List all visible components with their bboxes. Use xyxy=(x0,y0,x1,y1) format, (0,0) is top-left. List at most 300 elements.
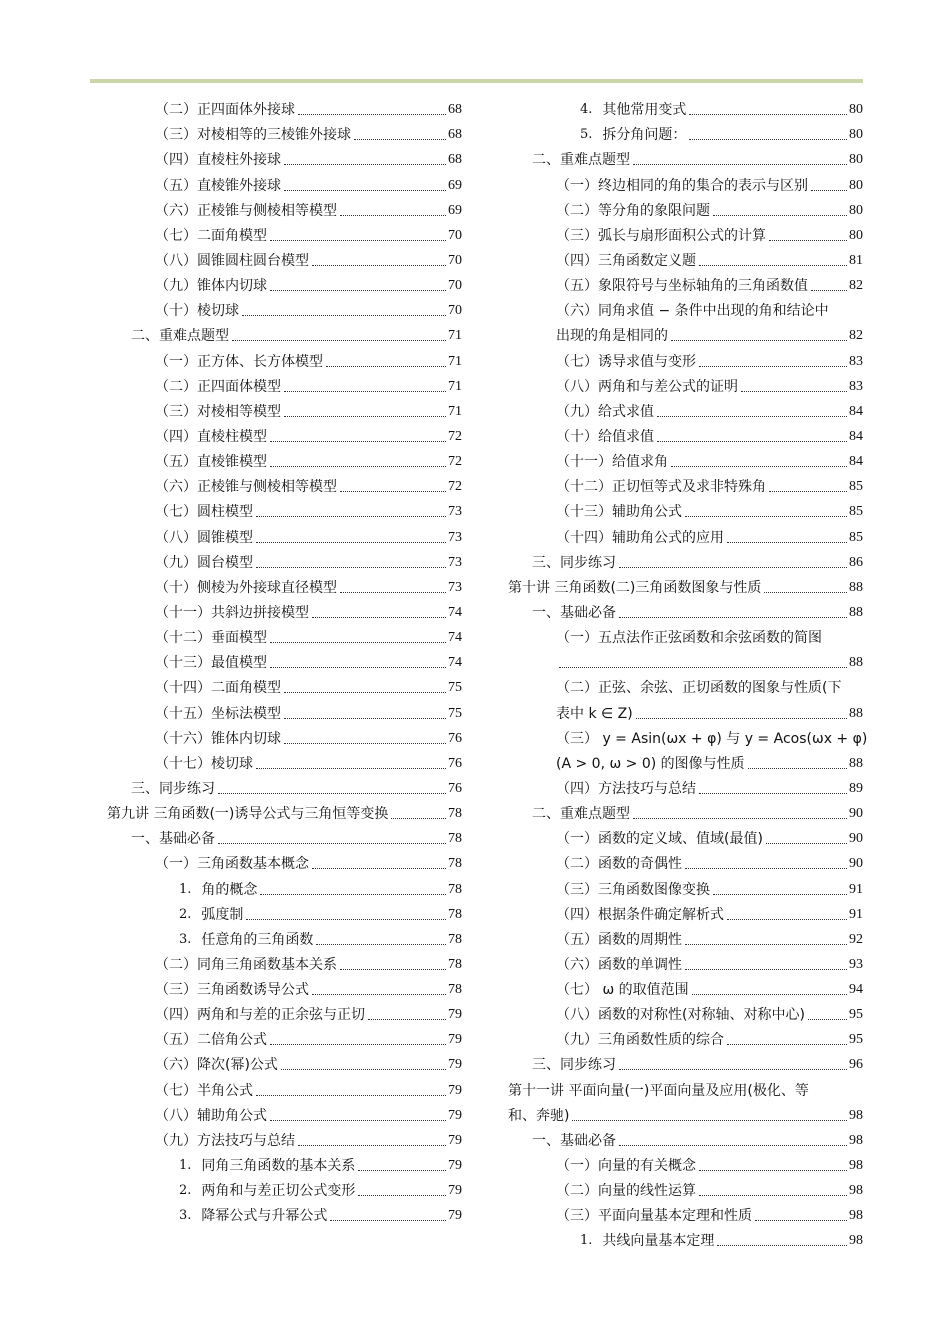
toc-entry[interactable] xyxy=(508,823,863,848)
toc-entry[interactable] xyxy=(107,1024,462,1049)
toc-entry[interactable] xyxy=(508,873,863,898)
toc-entry[interactable] xyxy=(107,949,462,974)
toc-entry-title: （十三）辅助角公式 xyxy=(556,504,682,521)
toc-entry[interactable] xyxy=(107,723,462,748)
toc-entry-page: 98 xyxy=(849,1208,863,1224)
toc-entry-page: 73 xyxy=(448,554,462,570)
toc-entry[interactable] xyxy=(508,119,863,144)
toc-entry-page: 88 xyxy=(849,604,863,620)
dot-leader xyxy=(270,1120,446,1121)
toc-entry-page: 98 xyxy=(849,1158,863,1174)
toc-entry-page: 88 xyxy=(849,705,863,721)
toc-entry-title: （九）锥体内切球 xyxy=(155,278,267,295)
toc-entry[interactable] xyxy=(508,672,863,697)
toc-entry-title: （四）两角和与差的正余弦与正切 xyxy=(155,1007,365,1024)
toc-entry[interactable] xyxy=(107,1074,462,1099)
toc-entry-number: 2. xyxy=(179,1183,192,1199)
toc-entry[interactable] xyxy=(107,1125,462,1150)
toc-entry-title: 出现的角是相同的 xyxy=(556,328,668,345)
toc-entry-title: （二）正弦、余弦、正切函数的图象与性质(下 xyxy=(556,680,842,697)
toc-entry[interactable] xyxy=(508,320,863,345)
toc-entry[interactable] xyxy=(508,547,863,572)
dot-leader xyxy=(340,969,446,970)
toc-entry[interactable] xyxy=(508,1074,863,1099)
toc-entry-title: 三、同步练习 xyxy=(532,554,616,571)
toc-entry[interactable] xyxy=(508,773,863,798)
toc-entry-title: （七）诱导求值与变形 xyxy=(556,353,696,370)
toc-entry-title: 弧度制 xyxy=(201,906,244,923)
toc-entry-page: 72 xyxy=(448,479,462,495)
dot-leader xyxy=(270,642,446,643)
toc-entry[interactable] xyxy=(107,798,462,823)
toc-entry-title: 二、重难点题型 xyxy=(532,806,630,823)
toc-entry-title: （六）正棱锥与侧棱相等模型 xyxy=(155,479,337,496)
toc-entry[interactable] xyxy=(508,421,863,446)
toc-entry-title: （九）方法技巧与总结 xyxy=(155,1132,295,1149)
dot-leader xyxy=(368,1019,446,1020)
toc-entry[interactable] xyxy=(508,1225,863,1250)
toc-entry-title: （九）圆台模型 xyxy=(155,554,253,571)
toc-entry-page: 80 xyxy=(849,152,863,168)
dot-leader xyxy=(685,868,847,869)
toc-entry[interactable] xyxy=(508,1100,863,1125)
toc-entry-page: 94 xyxy=(849,982,863,998)
toc-column-right xyxy=(508,94,868,1250)
toc-entry[interactable] xyxy=(508,94,863,119)
toc-entry-title: （三）三角函数诱导公式 xyxy=(155,982,309,999)
toc-entry-page: 83 xyxy=(849,378,863,394)
toc-entry-page: 69 xyxy=(448,202,462,218)
toc-entry[interactable] xyxy=(508,1125,863,1150)
toc-entry-page: 74 xyxy=(448,630,462,646)
dot-leader xyxy=(270,240,446,241)
toc-entry-title: （十七）棱切球 xyxy=(155,755,253,772)
toc-entry-page: 71 xyxy=(448,328,462,344)
toc-entry-title: （十四）二面角模型 xyxy=(155,680,281,697)
toc-entry[interactable] xyxy=(508,999,863,1024)
header-rule xyxy=(90,79,863,83)
toc-entry-page: 88 xyxy=(849,755,863,771)
toc-entry[interactable] xyxy=(508,144,863,169)
toc-entry[interactable] xyxy=(107,396,462,421)
dot-leader xyxy=(312,994,446,995)
toc-entry-title: （二）等分角的象限问题 xyxy=(556,202,710,219)
toc-entry-title: 第十一讲 平面向量(一)平面向量及应用(极化、等 xyxy=(508,1082,809,1099)
toc-entry-title: 降幂公式与升幂公式 xyxy=(201,1208,328,1225)
toc-entry-title: （十二）正切恒等式及求非特殊角 xyxy=(556,479,766,496)
dot-leader xyxy=(811,290,847,291)
dot-leader xyxy=(633,164,847,165)
dot-leader xyxy=(298,114,446,115)
dot-leader xyxy=(808,1019,847,1020)
toc-entry-page: 73 xyxy=(448,529,462,545)
dot-leader xyxy=(713,215,847,216)
toc-entry-title: 其他常用变式 xyxy=(602,102,687,119)
toc-entry[interactable] xyxy=(107,345,462,370)
toc-entry-title: 二、重难点题型 xyxy=(532,152,630,169)
dot-leader xyxy=(699,366,847,367)
dot-leader xyxy=(727,1044,847,1045)
toc-entry-page: 78 xyxy=(448,906,462,922)
toc-entry[interactable] xyxy=(508,572,863,597)
toc-entry-page: 91 xyxy=(849,906,863,922)
toc-entry-number: 5. xyxy=(580,127,593,143)
dot-leader xyxy=(312,617,446,618)
dot-leader xyxy=(689,114,847,115)
dot-leader xyxy=(312,265,446,266)
toc-entry[interactable] xyxy=(508,1024,863,1049)
toc-entry-title: （六）降次(幂)公式 xyxy=(155,1057,278,1074)
dot-leader xyxy=(284,416,446,417)
toc-entry-page: 79 xyxy=(448,1082,462,1098)
toc-entry[interactable] xyxy=(107,195,462,220)
toc-entry[interactable] xyxy=(107,220,462,245)
toc-entry-title: （七）圆柱模型 xyxy=(155,504,253,521)
toc-entry[interactable] xyxy=(508,1200,863,1225)
toc-entry-page: 95 xyxy=(849,1007,863,1023)
toc-entry[interactable] xyxy=(107,320,462,345)
toc-entry-title: （三）对棱相等的三棱锥外接球 xyxy=(155,127,351,144)
toc-entry[interactable] xyxy=(107,371,462,396)
toc-entry-page: 90 xyxy=(849,856,863,872)
toc-entry-title: （二）向量的线性运算 xyxy=(556,1183,696,1200)
toc-entry-page: 93 xyxy=(849,956,863,972)
toc-entry-page: 78 xyxy=(448,956,462,972)
toc-entry[interactable] xyxy=(508,1175,863,1200)
toc-entry[interactable] xyxy=(107,748,462,773)
toc-entry-title: 两角和与差正切公式变形 xyxy=(201,1183,356,1200)
toc-entry-page: 76 xyxy=(448,780,462,796)
toc-entry-title: （五）直棱锥外接球 xyxy=(155,177,281,194)
toc-entry[interactable] xyxy=(107,94,462,119)
toc-entry-page: 79 xyxy=(448,1208,462,1224)
dot-leader xyxy=(270,667,446,668)
toc-entry[interactable] xyxy=(508,622,863,647)
toc-entry-page: 84 xyxy=(849,403,863,419)
toc-entry-page: 89 xyxy=(849,780,863,796)
dot-leader xyxy=(727,919,847,920)
toc-entry[interactable] xyxy=(508,220,863,245)
toc-entry-title: （八）函数的对称性(对称轴、对称中心) xyxy=(556,1007,805,1024)
toc-entry-title: （六）同角求值 − 条件中出现的角和结论中 xyxy=(556,303,829,320)
dot-leader xyxy=(218,793,446,794)
toc-entry-page: 80 xyxy=(849,227,863,243)
toc-entry-number: 1. xyxy=(179,1158,192,1174)
toc-entry-page: 72 xyxy=(448,428,462,444)
toc-entry-title: 三、同步练习 xyxy=(532,1057,616,1074)
toc-entry[interactable] xyxy=(508,848,863,873)
toc-entry-page: 78 xyxy=(448,881,462,897)
dot-leader xyxy=(270,290,446,291)
toc-entry-title: （三）对棱相等模型 xyxy=(155,403,281,420)
toc-entry-title: （三） y = Asin(ωx + φ) 与 y = Acos(ωx + φ) xyxy=(556,730,868,747)
dot-leader xyxy=(391,818,446,819)
toc-entry[interactable] xyxy=(508,748,863,773)
toc-entry[interactable] xyxy=(508,899,863,924)
dot-leader xyxy=(256,542,446,543)
toc-entry-title: （二）正四面体模型 xyxy=(155,378,281,395)
dot-leader xyxy=(685,516,847,517)
toc-entry-title: （三）三角函数图像变换 xyxy=(556,881,710,898)
toc-entry[interactable] xyxy=(508,295,863,320)
dot-leader xyxy=(354,139,446,140)
dot-leader xyxy=(330,1220,446,1221)
toc-entry-page: 88 xyxy=(849,579,863,595)
toc-entry[interactable] xyxy=(508,471,863,496)
toc-entry[interactable] xyxy=(508,924,863,949)
toc-entry[interactable] xyxy=(107,823,462,848)
toc-entry[interactable] xyxy=(107,999,462,1024)
dot-leader xyxy=(699,265,847,266)
dot-leader xyxy=(312,868,446,869)
toc-entry-page: 72 xyxy=(448,454,462,470)
toc-entry-title: 三、同步练习 xyxy=(131,780,215,797)
toc-entry-page: 79 xyxy=(448,1032,462,1048)
toc-entry[interactable] xyxy=(107,446,462,471)
toc-entry[interactable] xyxy=(508,1049,863,1074)
toc-entry-title: （三）弧长与扇形面积公式的计算 xyxy=(556,227,766,244)
toc-entry-title: （五）二倍角公式 xyxy=(155,1032,267,1049)
toc-entry-title: （五）象限符号与坐标轴角的三角函数值 xyxy=(556,278,808,295)
toc-entry[interactable] xyxy=(107,1175,462,1200)
toc-entry[interactable] xyxy=(508,371,863,396)
toc-entry-title: 第十讲 三角函数(二)三角函数图象与性质 xyxy=(508,579,762,596)
toc-entry[interactable] xyxy=(107,697,462,722)
toc-entry[interactable] xyxy=(107,521,462,546)
toc-entry[interactable] xyxy=(508,396,863,421)
dot-leader xyxy=(619,1145,847,1146)
dot-leader xyxy=(692,994,847,995)
toc-entry-title: 角的概念 xyxy=(201,881,258,898)
toc-entry[interactable] xyxy=(508,195,863,220)
toc-entry[interactable] xyxy=(107,974,462,999)
toc-entry[interactable] xyxy=(508,798,863,823)
dot-leader xyxy=(326,366,446,367)
dot-leader xyxy=(636,718,847,719)
toc-entry-page: 78 xyxy=(448,806,462,822)
toc-entry-number: 3. xyxy=(179,931,192,947)
toc-entry-page: 75 xyxy=(448,680,462,696)
toc-entry-page: 88 xyxy=(849,655,863,671)
toc-entry[interactable] xyxy=(107,622,462,647)
toc-entry-title: （八）圆锥圆柱圆台模型 xyxy=(155,252,309,269)
toc-entry-page: 90 xyxy=(849,831,863,847)
toc-entry[interactable] xyxy=(107,245,462,270)
dot-leader xyxy=(741,391,847,392)
toc-entry[interactable] xyxy=(508,521,863,546)
toc-entry-page: 71 xyxy=(448,378,462,394)
dot-leader xyxy=(284,190,446,191)
dot-leader xyxy=(242,315,446,316)
toc-entry[interactable] xyxy=(107,119,462,144)
toc-entry-page: 74 xyxy=(448,655,462,671)
toc-entry-title: 和、奔驰) xyxy=(508,1107,570,1124)
toc-entry-page: 96 xyxy=(849,1057,863,1073)
toc-entry-title: (A > 0, ω > 0) 的图像与性质 xyxy=(556,755,745,772)
dot-leader xyxy=(218,843,446,844)
dot-leader xyxy=(699,1195,847,1196)
toc-entry[interactable] xyxy=(107,471,462,496)
toc-entry[interactable] xyxy=(107,496,462,521)
dot-leader xyxy=(717,1245,847,1246)
toc-entry[interactable] xyxy=(107,597,462,622)
dot-leader xyxy=(316,944,446,945)
toc-entry-title: （四）根据条件确定解析式 xyxy=(556,906,724,923)
dot-leader xyxy=(284,718,446,719)
toc-entry-page: 78 xyxy=(448,856,462,872)
toc-entry-page: 79 xyxy=(448,1107,462,1123)
toc-entry-title: 拆分角问题： xyxy=(602,127,687,144)
toc-entry[interactable] xyxy=(508,345,863,370)
dot-leader xyxy=(811,190,847,191)
toc-entry-title: （四）方法技巧与总结 xyxy=(556,780,696,797)
dot-leader xyxy=(671,340,847,341)
dot-leader xyxy=(358,1170,446,1171)
dot-leader xyxy=(340,215,446,216)
toc-entry-page: 91 xyxy=(849,881,863,897)
toc-entry-title: （六）函数的单调性 xyxy=(556,956,682,973)
toc-entry-page: 68 xyxy=(448,102,462,118)
toc-entry-title: 表中 k ∈ Z) xyxy=(556,705,633,722)
toc-entry[interactable] xyxy=(107,873,462,898)
dot-leader xyxy=(284,391,446,392)
toc-entry-page: 80 xyxy=(849,202,863,218)
toc-entry-title: 一、基础必备 xyxy=(532,1132,616,1149)
toc-entry-title: （五）函数的周期性 xyxy=(556,931,682,948)
toc-entry-page: 85 xyxy=(849,479,863,495)
toc-entry[interactable] xyxy=(508,647,863,672)
toc-entry-page: 79 xyxy=(448,1007,462,1023)
toc-entry-page: 76 xyxy=(448,755,462,771)
toc-entry-title: （一）函数的定义域、值域(最值) xyxy=(556,831,763,848)
toc-entry[interactable] xyxy=(107,169,462,194)
toc-entry-title: （十六）锥体内切球 xyxy=(155,730,281,747)
toc-entry-page: 69 xyxy=(448,177,462,193)
toc-entry[interactable] xyxy=(508,446,863,471)
toc-entry-title: （十一）共斜边拼接模型 xyxy=(155,604,309,621)
toc-entry-page: 81 xyxy=(849,252,863,268)
toc-entry-title: 二、重难点题型 xyxy=(131,328,229,345)
toc-entry-page: 70 xyxy=(448,252,462,268)
toc-entry-title: （十五）坐标法模型 xyxy=(155,705,281,722)
toc-entry[interactable] xyxy=(107,924,462,949)
toc-entry-title: （四）直棱柱外接球 xyxy=(155,152,281,169)
toc-entry[interactable] xyxy=(107,899,462,924)
dot-leader xyxy=(619,567,847,568)
toc-entry[interactable] xyxy=(107,647,462,672)
dot-leader xyxy=(699,793,847,794)
dot-leader xyxy=(358,1195,446,1196)
dot-leader xyxy=(256,768,446,769)
toc-entry[interactable] xyxy=(508,270,863,295)
toc-entry-page: 98 xyxy=(849,1132,863,1148)
dot-leader xyxy=(619,617,847,618)
toc-entry[interactable] xyxy=(107,547,462,572)
toc-entry[interactable] xyxy=(508,697,863,722)
dot-leader xyxy=(657,416,847,417)
toc-entry-page: 79 xyxy=(448,1183,462,1199)
toc-entry-page: 70 xyxy=(448,227,462,243)
toc-entry-title: （十）侧棱为外接球直径模型 xyxy=(155,579,337,596)
dot-leader xyxy=(284,743,446,744)
toc-entry[interactable] xyxy=(107,270,462,295)
toc-entry[interactable] xyxy=(107,672,462,697)
dot-leader xyxy=(256,567,446,568)
toc-entry[interactable] xyxy=(107,295,462,320)
dot-leader xyxy=(260,894,446,895)
toc-entry[interactable] xyxy=(107,421,462,446)
toc-entry[interactable] xyxy=(107,144,462,169)
dot-leader xyxy=(685,944,847,945)
dot-leader xyxy=(270,1044,446,1045)
toc-entry-page: 74 xyxy=(448,604,462,620)
toc-entry[interactable] xyxy=(107,773,462,798)
toc-entry-title: （五）直棱锥模型 xyxy=(155,454,267,471)
toc-entry-title: （十三）最值模型 xyxy=(155,655,267,672)
toc-entry[interactable] xyxy=(107,848,462,873)
toc-entry-page: 80 xyxy=(849,127,863,143)
toc-entry[interactable] xyxy=(508,597,863,622)
dot-leader xyxy=(284,692,446,693)
toc-entry-page: 76 xyxy=(448,730,462,746)
toc-entry-title: （二）同角三角函数基本关系 xyxy=(155,956,337,973)
toc-entry[interactable] xyxy=(508,949,863,974)
toc-entry[interactable] xyxy=(107,1200,462,1225)
dot-leader xyxy=(559,667,847,668)
toc-entry-title: （四）三角函数定义题 xyxy=(556,252,696,269)
dot-leader xyxy=(340,491,446,492)
dot-leader xyxy=(699,1170,847,1171)
toc-entry-page: 71 xyxy=(448,403,462,419)
toc-entry-title: （一）三角函数基本概念 xyxy=(155,856,309,873)
toc-entry-number: 1. xyxy=(580,1233,593,1249)
toc-entry-page: 70 xyxy=(448,303,462,319)
toc-entry-title: （八）圆锥模型 xyxy=(155,529,253,546)
toc-entry[interactable] xyxy=(508,245,863,270)
dot-leader xyxy=(633,818,847,819)
toc-entry-number: 4. xyxy=(580,102,593,118)
toc-entry-title: （九）给式求值 xyxy=(556,403,654,420)
dot-leader xyxy=(281,1069,446,1070)
toc-entry-page: 79 xyxy=(448,1158,462,1174)
dot-leader xyxy=(619,1069,847,1070)
toc-entry[interactable] xyxy=(508,723,868,748)
toc-entry-title: （十四）辅助角公式的应用 xyxy=(556,529,724,546)
toc-entry[interactable] xyxy=(107,1150,462,1175)
toc-entry-page: 80 xyxy=(849,177,863,193)
dot-leader xyxy=(256,516,446,517)
toc-entry[interactable] xyxy=(508,1150,863,1175)
toc-entry-title: （八）两角和与差公式的证明 xyxy=(556,378,738,395)
toc-entry-title: （七）半角公式 xyxy=(155,1082,253,1099)
dot-leader xyxy=(298,1145,446,1146)
toc-entry-title: （十一）给值求角 xyxy=(556,454,668,471)
toc-entry-title: 一、基础必备 xyxy=(131,831,215,848)
toc-entry[interactable] xyxy=(107,1100,462,1125)
toc-entry[interactable] xyxy=(508,974,863,999)
toc-entry-title: （九）三角函数性质的综合 xyxy=(556,1032,724,1049)
toc-entry-page: 84 xyxy=(849,428,863,444)
toc-entry-title: （一）正方体、长方体模型 xyxy=(155,353,323,370)
toc-entry-title: 任意角的三角函数 xyxy=(201,931,314,948)
toc-entry[interactable] xyxy=(107,572,462,597)
toc-entry[interactable] xyxy=(508,496,863,521)
toc-entry[interactable] xyxy=(508,169,863,194)
toc-entry-page: 78 xyxy=(448,831,462,847)
toc-entry-title: （四）直棱柱模型 xyxy=(155,428,267,445)
toc-entry[interactable] xyxy=(107,1049,462,1074)
dot-leader xyxy=(769,240,847,241)
